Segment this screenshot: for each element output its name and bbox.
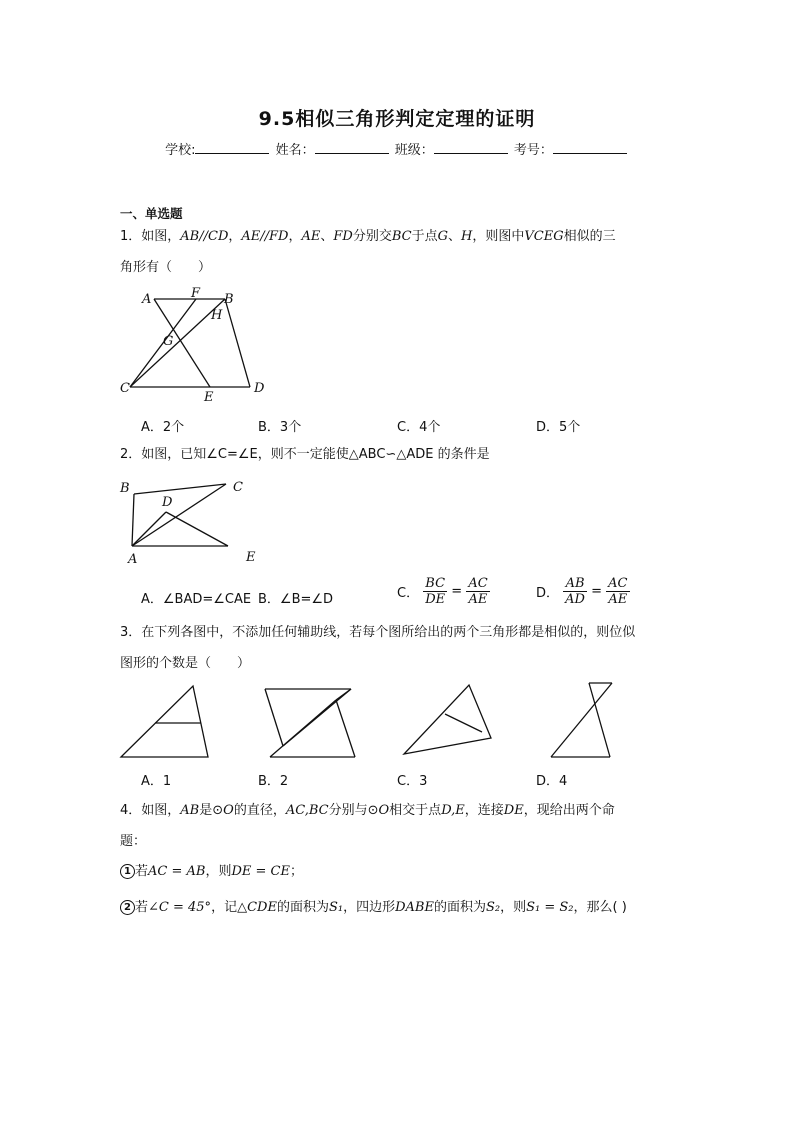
q4-proposition-1: 1 若AC = AB，则DE = CE； bbox=[120, 862, 680, 882]
question-1-figure bbox=[110, 285, 280, 405]
q1-label-h: H bbox=[211, 308, 223, 323]
q2-label-c: C bbox=[233, 480, 243, 495]
q1-option-a[interactable]: A．2个 bbox=[141, 420, 185, 435]
q3-option-c[interactable]: C．3 bbox=[397, 774, 428, 789]
q1-label-d: D bbox=[254, 381, 265, 396]
circled-2-icon: 2 bbox=[120, 900, 135, 915]
question-3-text: 3．在下列各图中，不添加任何辅助线，若每个图所给出的两个三角形都是相似的，则位似 bbox=[120, 625, 636, 640]
question-1-text-line2: 角形有（ ） bbox=[120, 260, 212, 275]
q4-proposition-2: 2 若∠C = 45°，记△CDE的面积为S₁，四边形DABE的面积为S₂，则S₁ = S₂，那么( ) bbox=[120, 898, 700, 918]
question-1-text: 1．如图，AB//CD，AE//FD，AE、FD分别交BC于点G、H，则图中VCEG相似的三 bbox=[120, 229, 616, 244]
name-blank bbox=[315, 141, 389, 154]
q1-option-c[interactable]: C．4个 bbox=[397, 420, 441, 435]
circled-1-icon: 1 bbox=[120, 864, 135, 879]
q2-option-b[interactable]: B．∠B=∠D bbox=[258, 592, 334, 607]
q1-label-e: E bbox=[204, 390, 214, 405]
section-heading: 一、单选题 bbox=[120, 206, 183, 221]
q2-label-a: A bbox=[128, 552, 138, 567]
q2-label-e: E bbox=[246, 550, 256, 565]
question-3-text-line2: 图形的个数是（ ） bbox=[120, 656, 251, 671]
q3-option-d[interactable]: D．4 bbox=[536, 774, 568, 789]
q1-option-d[interactable]: D．5个 bbox=[536, 420, 581, 435]
q2-option-d[interactable]: D． $\frac{AB}{AD}$ = $\frac{AC}{AE}$ bbox=[536, 576, 628, 607]
school-blank bbox=[195, 141, 269, 154]
q2-option-a[interactable]: A．∠BAD=∠CAE bbox=[141, 592, 252, 607]
q1-label-c: C bbox=[120, 381, 130, 396]
name-label: 姓名： bbox=[275, 143, 315, 158]
q1-option-b[interactable]: B．3个 bbox=[258, 420, 302, 435]
q2-label-b: B bbox=[120, 481, 130, 496]
q3-option-a[interactable]: A．1 bbox=[141, 774, 172, 789]
student-info-line bbox=[0, 139, 794, 158]
class-label: 班级： bbox=[394, 143, 434, 158]
class-blank bbox=[434, 141, 508, 154]
exam-no-blank bbox=[553, 141, 627, 154]
question-4-text-line2: 题： bbox=[120, 834, 147, 849]
q1-label-f: F bbox=[191, 286, 201, 301]
q1-label-a: A bbox=[142, 292, 152, 307]
question-4-text: 4．如图，AB是⊙O的直径，AC,BC分别与⊙O相交于点D,E，连接DE，现给出两个命 bbox=[120, 803, 615, 818]
question-2-figure bbox=[110, 474, 270, 569]
exam-no-label: 考号： bbox=[513, 143, 553, 158]
q2-option-c[interactable]: C． $\frac{BC}{DE}$ = $\frac{AC}{AE}$ bbox=[397, 576, 488, 607]
page-title: 9.5相似三角形判定定理的证明 bbox=[258, 108, 536, 130]
question-3-figures bbox=[115, 680, 635, 765]
school-label: 学校: bbox=[165, 143, 196, 158]
q1-label-b: B bbox=[224, 292, 234, 307]
q3-option-b[interactable]: B．2 bbox=[258, 774, 289, 789]
q2-label-d: D bbox=[162, 495, 173, 510]
question-2-text: 2．如图，已知∠C=∠E，则不一定能使△ABC∽△ADE 的条件是 bbox=[120, 447, 490, 462]
q1-label-g: G bbox=[163, 334, 174, 349]
